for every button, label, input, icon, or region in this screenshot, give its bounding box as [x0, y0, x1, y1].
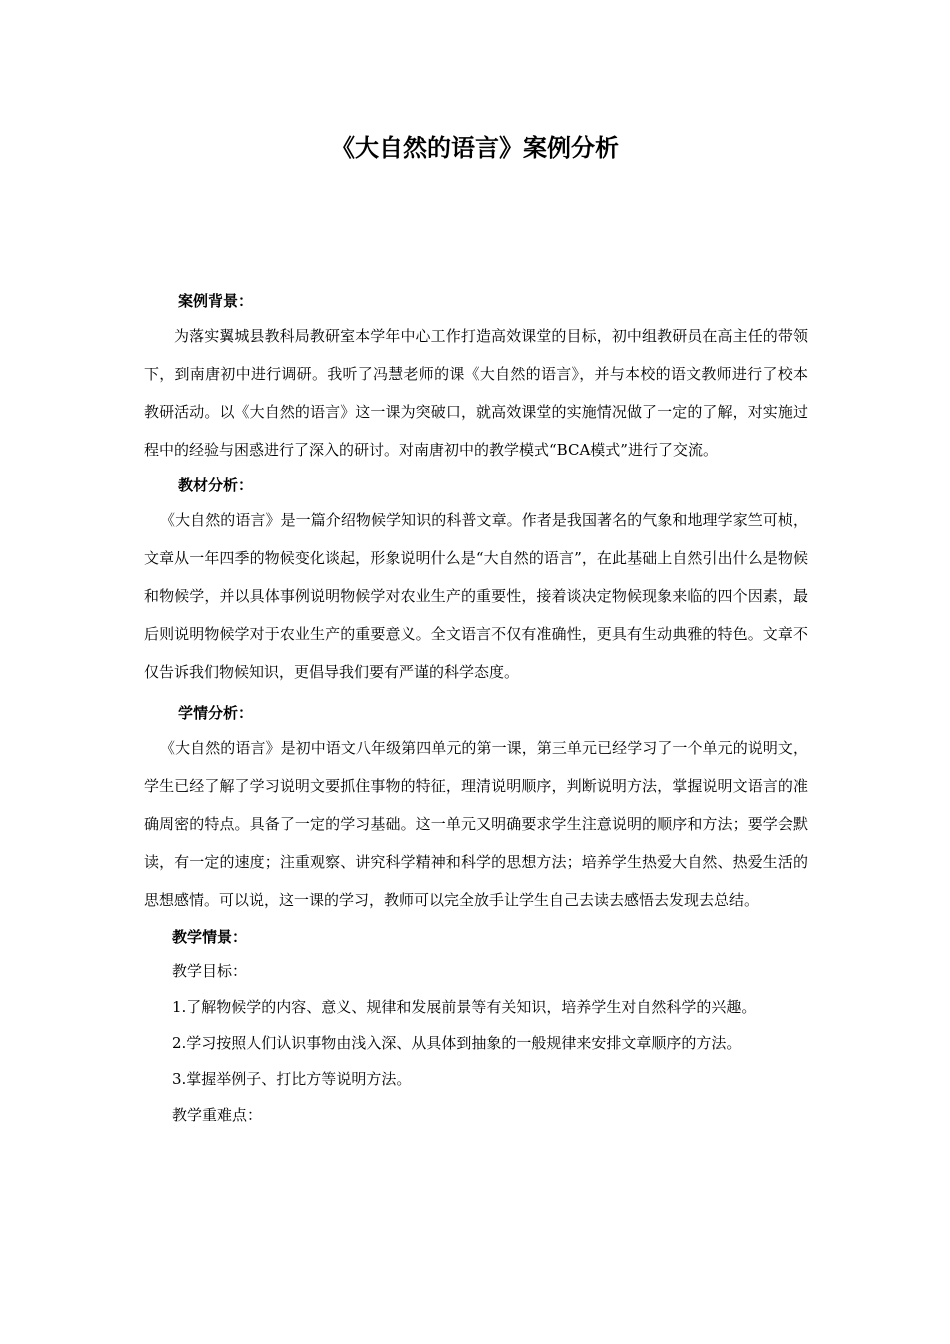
section-heading-students: 学情分析：	[178, 704, 254, 722]
paragraph-students: 《大自然的语言》是初中语文八年级第四单元的第一课，第三单元已经学习了一个单元的说明文，学生已经了解了学习说明文要抓住事物的特征，理清说明顺序，判断说明方法，掌握说明文语言的准确周密的特点。具备了一定的学习基础。这一单元又明确要求学生注意说明的顺序和方法；要学会默读，有一定的速度；注重观察、讲究科学精神和科学的思想方法；培养学生热爱大自然、热爱生活的思想感情。可以说，这一课的学习，教师可以完全放手让学生自己去读去感悟去发现去总结。	[144, 739, 808, 909]
teaching-goal-item: 2.学习按照人们认识事物由浅入深、从具体到抽象的一般规律来安排文章顺序的方法。	[172, 1034, 742, 1052]
section-heading-teaching: 教学情景：	[172, 928, 248, 946]
paragraph-background: 为落实翼城县教科局教研室本学年中心工作打造高效课堂的目标，初中组教研员在高主任的带领下，到南唐初中进行调研。我听了冯慧老师的课《大自然的语言》，并与本校的语文教师进行了校本教研活动。以《大自然的语言》这一课为突破口，就高效课堂的实施情况做了一定的了解，对实施过程中的经验与困惑进行了深入的研讨。对南唐初中的教学模式“BCA模式”进行了交流。	[144, 327, 808, 459]
teaching-goal-item: 1.了解物候学的内容、意义、规律和发展前景等有关知识，培养学生对自然科学的兴趣。	[172, 998, 757, 1016]
section-heading-background: 案例背景：	[178, 292, 254, 310]
teaching-goal-item: 3.掌握举例子、打比方等说明方法。	[172, 1070, 412, 1088]
teaching-goals-label: 教学目标：	[172, 962, 248, 980]
document-body	[144, 285, 808, 1133]
document-title: 《大自然的语言》案例分析	[331, 134, 619, 162]
section-heading-material: 教材分析：	[178, 476, 254, 494]
teaching-difficulties-label: 教学重难点：	[172, 1106, 263, 1124]
paragraph-material: 《大自然的语言》是一篇介绍物候学知识的科普文章。作者是我国著名的气象和地理学家竺可桢，文章从一年四季的物候变化谈起，形象说明什么是“大自然的语言”，在此基础上自然引出什么是物候和物候学，并以具体事例说明物候学对农业生产的重要性，接着谈决定物候现象来临的四个因素，最后则说明物候学对于农业生产的重要意义。全文语言不仅有准确性，更具有生动典雅的特色。文章不仅告诉我们物候知识，更倡导我们要有严谨的科学态度。	[144, 511, 808, 681]
